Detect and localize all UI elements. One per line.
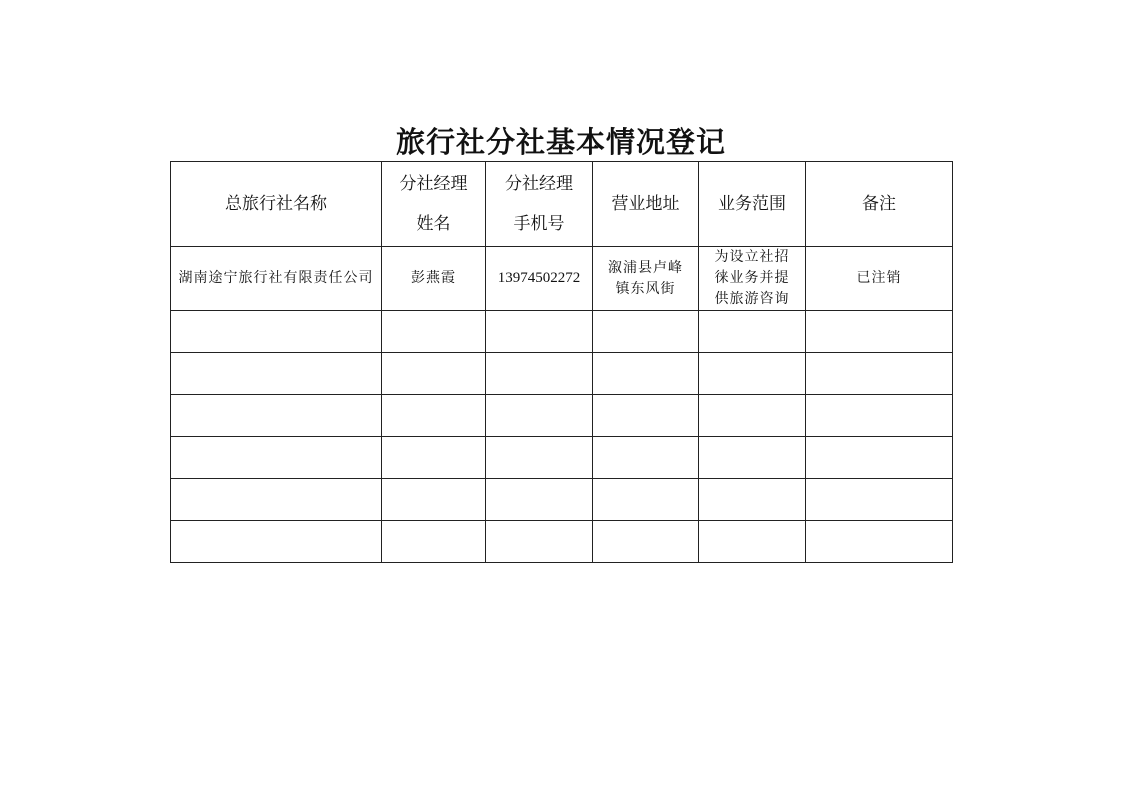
- empty-cell: [486, 521, 593, 563]
- empty-cell: [806, 479, 953, 521]
- header-manager-phone: 分社经理 手机号: [486, 162, 593, 247]
- empty-cell: [382, 521, 486, 563]
- empty-cell: [593, 437, 699, 479]
- empty-cell: [593, 395, 699, 437]
- cell-address: 溆浦县卢峰镇东风街: [593, 247, 699, 311]
- empty-cell: [171, 521, 382, 563]
- empty-cell: [806, 437, 953, 479]
- cell-manager-name: 彭燕霞: [382, 247, 486, 311]
- empty-cell: [699, 479, 806, 521]
- empty-cell: [171, 437, 382, 479]
- header-business-scope: 业务范围: [699, 162, 806, 247]
- cell-business-scope: 为设立社招徕业务并提供旅游咨询: [699, 247, 806, 311]
- empty-cell: [699, 395, 806, 437]
- empty-cell: [382, 311, 486, 353]
- empty-cell: [382, 437, 486, 479]
- empty-cell: [486, 395, 593, 437]
- empty-cell: [486, 437, 593, 479]
- empty-cell: [382, 395, 486, 437]
- page-title: 旅行社分社基本情况登记: [395, 125, 726, 159]
- empty-cell: [806, 395, 953, 437]
- empty-cell: [171, 353, 382, 395]
- empty-cell: [171, 311, 382, 353]
- empty-cell: [806, 521, 953, 563]
- header-address: 营业地址: [593, 162, 699, 247]
- empty-cell: [382, 353, 486, 395]
- empty-row: [171, 437, 953, 479]
- empty-cell: [486, 311, 593, 353]
- empty-cell: [806, 353, 953, 395]
- table-row: [171, 247, 953, 311]
- empty-cell: [593, 311, 699, 353]
- empty-cell: [171, 395, 382, 437]
- header-company-name: 总旅行社名称: [171, 162, 382, 247]
- header-manager-name: 分社经理 姓名: [382, 162, 486, 247]
- empty-cell: [171, 479, 382, 521]
- empty-cell: [593, 479, 699, 521]
- empty-cell: [699, 521, 806, 563]
- header-remarks: 备注: [806, 162, 953, 247]
- empty-row: [171, 395, 953, 437]
- cell-company-name: 湖南途宁旅行社有限责任公司: [171, 247, 382, 311]
- empty-cell: [699, 311, 806, 353]
- empty-cell: [382, 479, 486, 521]
- empty-row: [171, 311, 953, 353]
- registration-table: [170, 161, 953, 563]
- empty-cell: [593, 353, 699, 395]
- empty-row: [171, 521, 953, 563]
- empty-cell: [699, 353, 806, 395]
- empty-row: [171, 353, 953, 395]
- empty-cell: [486, 479, 593, 521]
- cell-manager-phone: 13974502272: [486, 247, 593, 311]
- empty-cell: [806, 311, 953, 353]
- empty-row: [171, 479, 953, 521]
- cell-remarks: 已注销: [806, 247, 953, 311]
- header-row: [171, 162, 953, 247]
- empty-cell: [486, 353, 593, 395]
- empty-cell: [593, 521, 699, 563]
- empty-cell: [699, 437, 806, 479]
